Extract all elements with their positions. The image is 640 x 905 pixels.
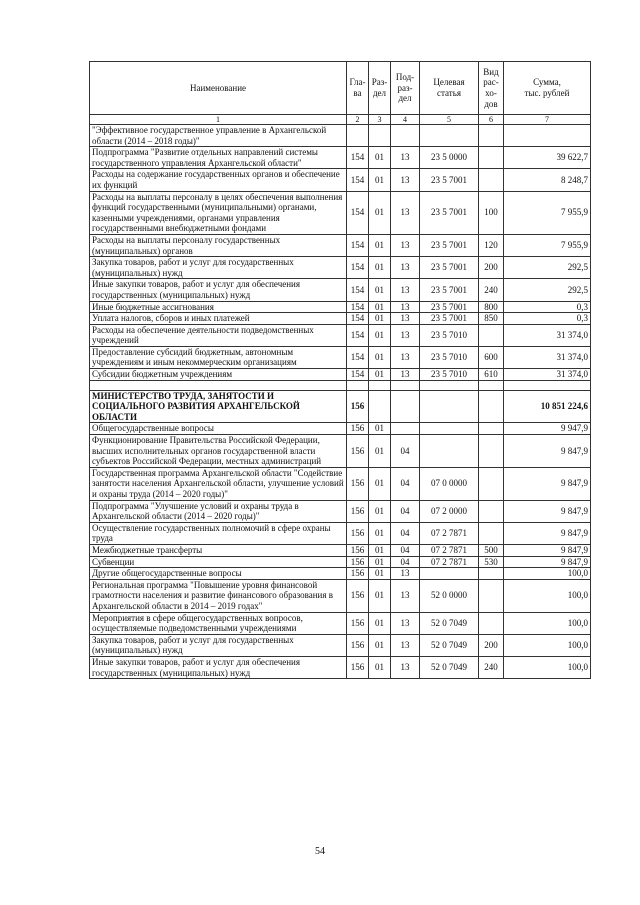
row-name: Региональная программа "Повышение уровня финансовой грамотности населения и развитие финансового образования в Архангельской области в 2014 – 2019 годах" bbox=[90, 579, 347, 612]
row-name: Предоставление субсидий бюджетным, автономным учреждениям и иным некоммерческим организациям bbox=[90, 346, 347, 368]
row-sum: 9 847,9 bbox=[504, 467, 591, 500]
row-chapter: 154 bbox=[347, 324, 369, 346]
row-sum: 39 622,7 bbox=[504, 147, 591, 169]
row-subsection: 13 bbox=[391, 324, 420, 346]
row-sum: 31 374,0 bbox=[504, 324, 591, 346]
header-row bbox=[90, 62, 591, 115]
row-target-article: 23 5 7010 bbox=[420, 324, 479, 346]
row-section: 01 bbox=[369, 234, 391, 256]
row-subsection bbox=[391, 390, 420, 423]
row-section: 01 bbox=[369, 467, 391, 500]
row-name: Функционирование Правительства Российской Федерации, высших исполнительных органов государственной власти субъектов Российской Федерации, местных администраций bbox=[90, 435, 347, 468]
header-name: Наименование bbox=[90, 62, 347, 115]
row-subsection: 13 bbox=[391, 579, 420, 612]
row-name: Подпрограмма "Развитие отдельных направлений системы государственного управления Архангельской области" bbox=[90, 147, 347, 169]
row-expense-type: 530 bbox=[479, 556, 504, 568]
row-name: Субвенции bbox=[90, 556, 347, 568]
row-chapter: 156 bbox=[347, 556, 369, 568]
row-expense-type bbox=[479, 435, 504, 468]
row-target-article: 23 5 7001 bbox=[420, 234, 479, 256]
row-target-article: 07 2 7871 bbox=[420, 544, 479, 556]
row-section: 01 bbox=[369, 656, 391, 678]
row-sum: 7 955,9 bbox=[504, 234, 591, 256]
row-section: 01 bbox=[369, 544, 391, 556]
header-target: Целевая статья bbox=[420, 62, 479, 115]
row-sum bbox=[504, 380, 591, 390]
table-row bbox=[90, 634, 591, 656]
row-section: 01 bbox=[369, 522, 391, 544]
row-chapter: 156 bbox=[347, 435, 369, 468]
row-expense-type: 600 bbox=[479, 346, 504, 368]
row-expense-type: 200 bbox=[479, 257, 504, 279]
table-row bbox=[90, 279, 591, 301]
row-sum: 31 374,0 bbox=[504, 369, 591, 381]
row-subsection: 13 bbox=[391, 257, 420, 279]
row-target-article: 07 2 7871 bbox=[420, 556, 479, 568]
row-sum: 100,0 bbox=[504, 568, 591, 580]
row-chapter: 154 bbox=[347, 147, 369, 169]
row-name: Расходы на обеспечение деятельности подведомственных учреждений bbox=[90, 324, 347, 346]
row-target-article: 52 0 7049 bbox=[420, 634, 479, 656]
row-section: 01 bbox=[369, 568, 391, 580]
row-section: 01 bbox=[369, 147, 391, 169]
row-chapter: 156 bbox=[347, 612, 369, 634]
row-chapter: 156 bbox=[347, 500, 369, 522]
row-target-article: 23 5 7001 bbox=[420, 279, 479, 301]
row-target-article: 52 0 7049 bbox=[420, 656, 479, 678]
row-name: Расходы на содержание государственных органов и обеспечение их функций bbox=[90, 169, 347, 191]
row-name: Иные закупки товаров, работ и услуг для обеспечения государственных (муниципальных) нужд bbox=[90, 279, 347, 301]
row-chapter: 156 bbox=[347, 634, 369, 656]
row-section: 01 bbox=[369, 279, 391, 301]
table-row bbox=[90, 369, 591, 381]
row-sum: 9 847,9 bbox=[504, 544, 591, 556]
row-expense-type bbox=[479, 324, 504, 346]
table-row bbox=[90, 612, 591, 634]
row-sum: 100,0 bbox=[504, 656, 591, 678]
page-number: 54 bbox=[315, 846, 325, 857]
row-sum: 100,0 bbox=[504, 612, 591, 634]
row-expense-type bbox=[479, 147, 504, 169]
table-row bbox=[90, 257, 591, 279]
table-row bbox=[90, 346, 591, 368]
row-section: 01 bbox=[369, 313, 391, 325]
table-row bbox=[90, 380, 591, 390]
row-sum: 292,5 bbox=[504, 279, 591, 301]
row-chapter: 154 bbox=[347, 279, 369, 301]
column-number: 5 bbox=[420, 115, 479, 125]
row-expense-type bbox=[479, 390, 504, 423]
row-expense-type: 240 bbox=[479, 656, 504, 678]
row-expense-type: 800 bbox=[479, 301, 504, 313]
row-subsection: 13 bbox=[391, 169, 420, 191]
row-target-article: 23 5 7010 bbox=[420, 346, 479, 368]
row-expense-type: 200 bbox=[479, 634, 504, 656]
row-name: Межбюджетные трансферты bbox=[90, 544, 347, 556]
row-name: Мероприятия в сфере общегосударственных вопросов, осуществляемые подведомственными учреждениями bbox=[90, 612, 347, 634]
row-sum: 31 374,0 bbox=[504, 346, 591, 368]
row-subsection: 04 bbox=[391, 522, 420, 544]
table-row bbox=[90, 169, 591, 191]
row-section: 01 bbox=[369, 500, 391, 522]
row-subsection: 13 bbox=[391, 234, 420, 256]
row-sum: 9 847,9 bbox=[504, 556, 591, 568]
row-expense-type: 500 bbox=[479, 544, 504, 556]
row-chapter: 154 bbox=[347, 369, 369, 381]
row-sum: 292,5 bbox=[504, 257, 591, 279]
row-sum: 0,3 bbox=[504, 301, 591, 313]
row-subsection bbox=[391, 125, 420, 147]
row-expense-type bbox=[479, 522, 504, 544]
row-target-article bbox=[420, 125, 479, 147]
row-expense-type: 610 bbox=[479, 369, 504, 381]
row-sum: 9 847,9 bbox=[504, 500, 591, 522]
column-number: 3 bbox=[369, 115, 391, 125]
row-target-article bbox=[420, 390, 479, 423]
row-chapter: 156 bbox=[347, 390, 369, 423]
row-name: Общегосударственные вопросы bbox=[90, 423, 347, 435]
row-name: Закупка товаров, работ и услуг для государственных (муниципальных) нужд bbox=[90, 257, 347, 279]
row-name: "Эффективное государственное управление в Архангельской области (2014 – 2018 годы)" bbox=[90, 125, 347, 147]
row-sum: 9 847,9 bbox=[504, 522, 591, 544]
row-subsection: 04 bbox=[391, 500, 420, 522]
row-name: Подпрограмма "Улучшение условий и охраны труда в Архангельской области (2014 – 2020 годы)" bbox=[90, 500, 347, 522]
row-chapter: 154 bbox=[347, 234, 369, 256]
row-name: Расходы на выплаты персоналу государственных (муниципальных) органов bbox=[90, 234, 347, 256]
row-section bbox=[369, 380, 391, 390]
row-chapter: 154 bbox=[347, 191, 369, 234]
table-row bbox=[90, 522, 591, 544]
row-chapter: 156 bbox=[347, 568, 369, 580]
row-subsection: 04 bbox=[391, 544, 420, 556]
row-chapter: 156 bbox=[347, 656, 369, 678]
row-sum: 10 851 224,6 bbox=[504, 390, 591, 423]
row-section bbox=[369, 390, 391, 423]
row-name: Иные закупки товаров, работ и услуг для обеспечения государственных (муниципальных) нужд bbox=[90, 656, 347, 678]
row-expense-type bbox=[479, 568, 504, 580]
column-number: 1 bbox=[90, 115, 347, 125]
row-subsection bbox=[391, 380, 420, 390]
row-expense-type: 240 bbox=[479, 279, 504, 301]
row-target-article: 23 5 7001 bbox=[420, 191, 479, 234]
header-section: Раз- дел bbox=[369, 62, 391, 115]
header-subsection: Под- раз- дел bbox=[391, 62, 420, 115]
table-row bbox=[90, 301, 591, 313]
table-row bbox=[90, 147, 591, 169]
table-row bbox=[90, 435, 591, 468]
column-number: 7 bbox=[504, 115, 591, 125]
table-row bbox=[90, 313, 591, 325]
row-name: Иные бюджетные ассигнования bbox=[90, 301, 347, 313]
row-expense-type bbox=[479, 612, 504, 634]
row-chapter bbox=[347, 125, 369, 147]
row-target-article: 07 0 0000 bbox=[420, 467, 479, 500]
row-chapter: 154 bbox=[347, 257, 369, 279]
row-name: Осуществление государственных полномочий в сфере охраны труда bbox=[90, 522, 347, 544]
table-row bbox=[90, 568, 591, 580]
row-section: 01 bbox=[369, 435, 391, 468]
table-row bbox=[90, 500, 591, 522]
row-subsection: 13 bbox=[391, 313, 420, 325]
row-target-article bbox=[420, 380, 479, 390]
row-target-article: 52 0 0000 bbox=[420, 579, 479, 612]
row-chapter: 154 bbox=[347, 313, 369, 325]
header-chapter: Гла- ва bbox=[347, 62, 369, 115]
row-name bbox=[90, 380, 347, 390]
row-sum: 0,3 bbox=[504, 313, 591, 325]
row-section: 01 bbox=[369, 423, 391, 435]
table-row bbox=[90, 390, 591, 423]
row-name: Другие общегосударственные вопросы bbox=[90, 568, 347, 580]
table-row bbox=[90, 556, 591, 568]
row-subsection: 13 bbox=[391, 612, 420, 634]
row-section: 01 bbox=[369, 634, 391, 656]
row-target-article bbox=[420, 423, 479, 435]
row-name: Субсидии бюджетным учреждениям bbox=[90, 369, 347, 381]
column-number: 4 bbox=[391, 115, 420, 125]
row-sum: 9 847,9 bbox=[504, 435, 591, 468]
row-section: 01 bbox=[369, 369, 391, 381]
table-row bbox=[90, 467, 591, 500]
row-section: 01 bbox=[369, 191, 391, 234]
row-chapter: 156 bbox=[347, 423, 369, 435]
table-row bbox=[90, 656, 591, 678]
row-subsection: 13 bbox=[391, 369, 420, 381]
row-expense-type bbox=[479, 467, 504, 500]
table-row bbox=[90, 544, 591, 556]
row-name: Уплата налогов, сборов и иных платежей bbox=[90, 313, 347, 325]
row-target-article: 07 2 7871 bbox=[420, 522, 479, 544]
row-subsection: 13 bbox=[391, 568, 420, 580]
row-expense-type bbox=[479, 169, 504, 191]
row-sum: 9 947,9 bbox=[504, 423, 591, 435]
row-section: 01 bbox=[369, 612, 391, 634]
row-chapter: 156 bbox=[347, 544, 369, 556]
row-name: Государственная программа Архангельской области "Содействие занятости населения Архангельской области, улучшение условий и охраны труда (2014 – 2020 годы)" bbox=[90, 467, 347, 500]
table-row bbox=[90, 324, 591, 346]
row-section: 01 bbox=[369, 257, 391, 279]
row-chapter bbox=[347, 380, 369, 390]
row-target-article bbox=[420, 568, 479, 580]
row-subsection: 13 bbox=[391, 346, 420, 368]
row-target-article: 52 0 7049 bbox=[420, 612, 479, 634]
row-name: Расходы на выплаты персоналу в целях обеспечения выполнения функций государственными (муниципальными) органами, казенными учреждениями, органами управления государственными внебюджетными фондами bbox=[90, 191, 347, 234]
row-sum: 8 248,7 bbox=[504, 169, 591, 191]
row-target-article: 23 5 7001 bbox=[420, 301, 479, 313]
row-subsection bbox=[391, 423, 420, 435]
row-target-article bbox=[420, 435, 479, 468]
row-subsection: 13 bbox=[391, 191, 420, 234]
row-name: МИНИСТЕРСТВО ТРУДА, ЗАНЯТОСТИ И СОЦИАЛЬНОГО РАЗВИТИЯ АРХАНГЕЛЬСКОЙ ОБЛАСТИ bbox=[90, 390, 347, 423]
table-row bbox=[90, 191, 591, 234]
row-expense-type: 120 bbox=[479, 234, 504, 256]
row-target-article: 23 5 7001 bbox=[420, 169, 479, 191]
table-row bbox=[90, 579, 591, 612]
row-subsection: 13 bbox=[391, 656, 420, 678]
column-number: 2 bbox=[347, 115, 369, 125]
row-expense-type: 850 bbox=[479, 313, 504, 325]
header-expense: Вид рас- хо- дов bbox=[479, 62, 504, 115]
row-subsection: 13 bbox=[391, 279, 420, 301]
row-expense-type bbox=[479, 380, 504, 390]
row-section: 01 bbox=[369, 556, 391, 568]
budget-table bbox=[89, 61, 591, 679]
row-subsection: 13 bbox=[391, 634, 420, 656]
row-chapter: 156 bbox=[347, 579, 369, 612]
table-row bbox=[90, 125, 591, 147]
row-chapter: 154 bbox=[347, 301, 369, 313]
column-number-row bbox=[90, 115, 591, 125]
table-row bbox=[90, 234, 591, 256]
row-chapter: 156 bbox=[347, 467, 369, 500]
row-expense-type bbox=[479, 125, 504, 147]
row-target-article: 23 5 7001 bbox=[420, 313, 479, 325]
row-section: 01 bbox=[369, 301, 391, 313]
row-expense-type bbox=[479, 579, 504, 612]
column-number: 6 bbox=[479, 115, 504, 125]
row-target-article: 07 2 0000 bbox=[420, 500, 479, 522]
row-chapter: 154 bbox=[347, 346, 369, 368]
row-sum bbox=[504, 125, 591, 147]
row-target-article: 23 5 7001 bbox=[420, 257, 479, 279]
row-target-article: 23 5 0000 bbox=[420, 147, 479, 169]
row-sum: 100,0 bbox=[504, 579, 591, 612]
row-section: 01 bbox=[369, 346, 391, 368]
row-sum: 100,0 bbox=[504, 634, 591, 656]
row-sum: 7 955,9 bbox=[504, 191, 591, 234]
table-row bbox=[90, 423, 591, 435]
row-chapter: 154 bbox=[347, 169, 369, 191]
row-subsection: 13 bbox=[391, 147, 420, 169]
row-section: 01 bbox=[369, 169, 391, 191]
row-section: 01 bbox=[369, 324, 391, 346]
row-subsection: 04 bbox=[391, 467, 420, 500]
row-expense-type: 100 bbox=[479, 191, 504, 234]
row-section bbox=[369, 125, 391, 147]
row-section: 01 bbox=[369, 579, 391, 612]
row-subsection: 04 bbox=[391, 435, 420, 468]
row-target-article: 23 5 7010 bbox=[420, 369, 479, 381]
row-name: Закупка товаров, работ и услуг для государственных (муниципальных) нужд bbox=[90, 634, 347, 656]
row-expense-type bbox=[479, 500, 504, 522]
row-subsection: 04 bbox=[391, 556, 420, 568]
row-subsection: 13 bbox=[391, 301, 420, 313]
row-expense-type bbox=[479, 423, 504, 435]
header-sum: Сумма, тыс. рублей bbox=[504, 62, 591, 115]
row-chapter: 156 bbox=[347, 522, 369, 544]
